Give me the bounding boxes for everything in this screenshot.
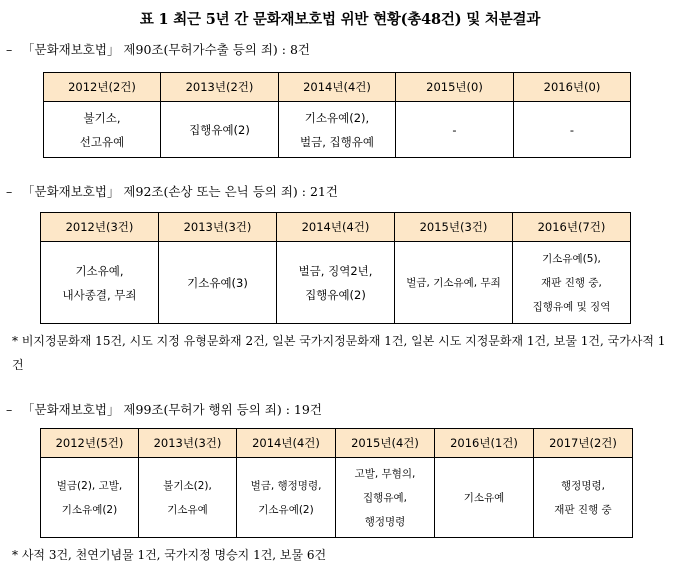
section-heading-text: 「문화재보호법」 제90조(무허가수출 등의 죄) : 8건 [22, 42, 310, 57]
header-cell: 2013년(2건) [161, 73, 279, 102]
table-art99 [40, 428, 633, 538]
footnote-art92: * 비지정문화재 15건, 시도 지정 유형문화재 2건, 일본 국가지정문화재 1건, 일본 시도 지정문화재 1건, 보물 1건, 국가사적 1건 [12, 334, 666, 372]
footnote-art99: * 사적 3건, 천연기념물 1건, 국가지정 명승지 1건, 보물 6건 [12, 548, 327, 562]
cell-line: 집행유예(2) [189, 122, 250, 137]
table-cell [513, 242, 631, 324]
cell-line: 벌금(2), 고발, [56, 479, 123, 492]
cell-line: 기소유예(2), [304, 110, 370, 125]
cell-line: 기소유예(3) [187, 275, 248, 290]
cell-line: 재판 진행 중, [541, 276, 602, 289]
table-cell [139, 458, 237, 538]
section-heading-text: 「문화재보호법」 제92조(손상 또는 은닉 등의 죄) : 21건 [22, 184, 338, 199]
cell-line: - [452, 122, 457, 137]
header-cell: 2015년(4건) [336, 429, 435, 458]
cell-line: 기소유예(2) [258, 503, 314, 516]
table-cell [41, 242, 159, 324]
cell-line: 집행유예 및 징역 [532, 300, 611, 313]
cell-line: 벌금, 집행유예 [300, 134, 374, 149]
header-cell: 2014년(4건) [277, 213, 395, 242]
table-cell [534, 458, 633, 538]
header-cell: 2015년(0) [396, 73, 514, 102]
table-row [41, 458, 633, 538]
cell-line: 벌금, 기소유예, 무죄 [406, 276, 501, 289]
cell-line: 기소유예, [75, 263, 124, 278]
cell-line: 기소유예(2) [61, 503, 118, 516]
header-cell: 2012년(2건) [44, 73, 161, 102]
document-title: 표 1 최근 5년 간 문화재보호법 위반 현황(총48건) 및 처분결과 [139, 11, 541, 28]
header-cell: 2014년(4건) [237, 429, 336, 458]
cell-line: 벌금, 행정명령, [250, 479, 322, 492]
header-cell: 2012년(5건) [41, 429, 139, 458]
cell-line: 행정명령 [364, 515, 406, 528]
table-art92 [40, 212, 631, 324]
table-cell [336, 458, 435, 538]
table-cell [41, 458, 139, 538]
section-heading-art99: – 「문화재보호법」 제99조(무허가 행위 등의 죄) : 19건 [6, 402, 322, 417]
cell-line: 불기소(2), [163, 479, 212, 492]
header-cell: 2017년(2건) [534, 429, 633, 458]
table-cell [44, 102, 161, 158]
cell-line: 기소유예 [463, 491, 505, 504]
header-cell: 2016년(1건) [435, 429, 534, 458]
table-header-row [44, 73, 631, 102]
cell-line: - [569, 122, 575, 137]
section-heading-art92: – 「문화재보호법」 제92조(손상 또는 은닉 등의 죄) : 21건 [6, 184, 338, 199]
table-cell [514, 102, 631, 158]
header-cell: 2013년(3건) [159, 213, 277, 242]
table-cell [435, 458, 534, 538]
cell-line: 집행유예(2) [305, 287, 366, 302]
table-cell [395, 242, 513, 324]
cell-line: 재판 진행 중 [554, 503, 612, 516]
table-cell [277, 242, 395, 324]
table-cell [161, 102, 279, 158]
table-header-row [41, 213, 631, 242]
header-cell: 2014년(4건) [279, 73, 396, 102]
header-cell: 2012년(3건) [41, 213, 159, 242]
cell-line: 기소유예(5), [542, 252, 601, 265]
table-row [41, 242, 631, 324]
cell-line: 집행유예, [363, 491, 407, 504]
header-cell: 2016년(7건) [513, 213, 631, 242]
section-heading-art90: – 「문화재보호법」 제90조(무허가수출 등의 죄) : 8건 [6, 42, 310, 57]
cell-line: 내사종결, 무죄 [62, 287, 137, 302]
header-cell: 2013년(3건) [139, 429, 237, 458]
table-cell [237, 458, 336, 538]
table-cell [279, 102, 396, 158]
cell-line: 벌금, 징역2년, [298, 263, 373, 278]
table-header-row [41, 429, 633, 458]
table-row [44, 102, 631, 158]
table-cell [159, 242, 277, 324]
header-cell: 2016년(0) [514, 73, 631, 102]
cell-line: 기소유예 [167, 503, 208, 516]
table-cell [396, 102, 514, 158]
cell-line: 선고유예 [79, 134, 125, 149]
cell-line: 불기소, [83, 110, 121, 125]
header-cell: 2015년(3건) [395, 213, 513, 242]
section-heading-text: 「문화재보호법」 제99조(무허가 행위 등의 죄) : 19건 [22, 402, 322, 417]
cell-line: 고발, 무혐의, [354, 467, 416, 480]
cell-line: 행정명령, [561, 479, 605, 492]
table-art90 [43, 72, 631, 158]
